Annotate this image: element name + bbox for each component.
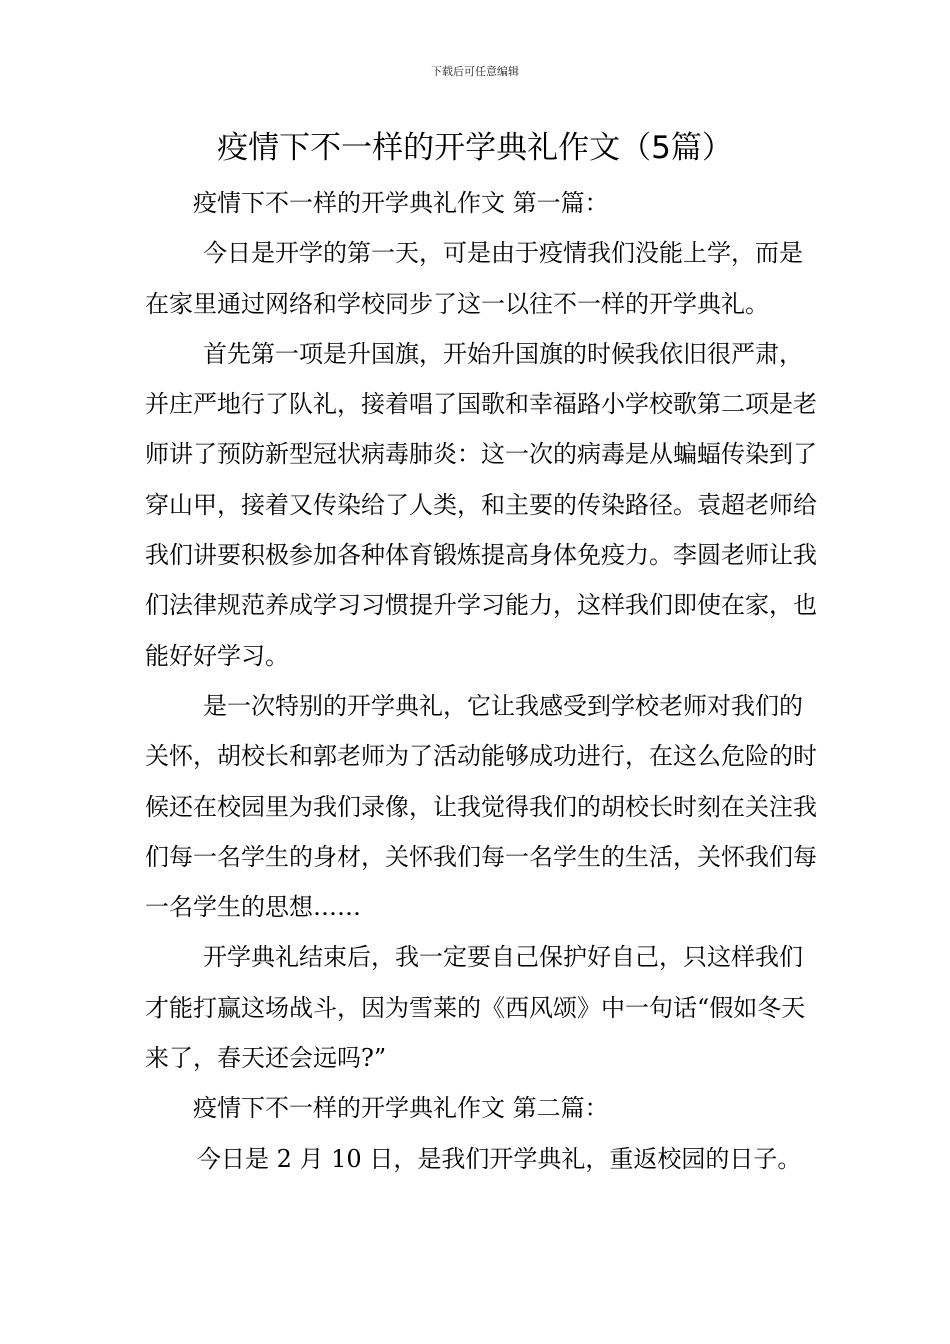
paragraph-1-2: 首先第一项是升国旗，开始升国旗的时候我依旧很严肃，并庄严地行了队礼，接着唱了国歌和幸福路小学校歌第二项是老师讲了预防新型冠状病毒肺炎：这一次的病毒是从蝙蝠传染到了穿山甲，接着又传染给了人类，和主要的传染路径。袁超老师给我们讲要积极参加各种体育锻炼提高身体免疫力。李圆老师让我们法律规范养成学习习惯提升学习能力，这样我们即使在家，也能好好学习。 xyxy=(145,339,817,670)
document-title: 疫情下不一样的开学典礼作文（5篇） xyxy=(217,130,733,166)
paragraph-1-4: 开学典礼结束后，我一定要自己保护好自己，只这样我们才能打赢这场战斗，因为雪莱的《西风颂》中一句话“假如冬天来了，春天还会远吗?” xyxy=(145,943,806,1073)
paragraph-2-1: 今日是 2 月 10 日，是我们开学典礼，重返校园的日子。 xyxy=(197,1144,802,1173)
section-heading-1: 疫情下不一样的开学典礼作文 第一篇： xyxy=(193,189,609,217)
paragraph-1-1: 今日是开学的第一天，可是由于疫情我们没能上学，而是在家里通过网络和学校同步了这一以往不一样的开学典礼。 xyxy=(145,239,803,318)
section-heading-2: 疫情下不一样的开学典礼作文 第二篇： xyxy=(193,1094,609,1123)
document-body xyxy=(145,178,825,1184)
paragraph-1-3: 是一次特别的开学典礼，它让我感受到学校老师对我们的关怀，胡校长和郭老师为了活动能够成功进行，在这么危险的时候还在校园里为我们录像，让我觉得我们的胡校长时刻在关注我们每一名学生的身材，关怀我们每一名学生的生活，关怀我们每一名学生的思想…… xyxy=(145,691,817,922)
header-note: 下载后可任意编辑 xyxy=(431,65,519,78)
